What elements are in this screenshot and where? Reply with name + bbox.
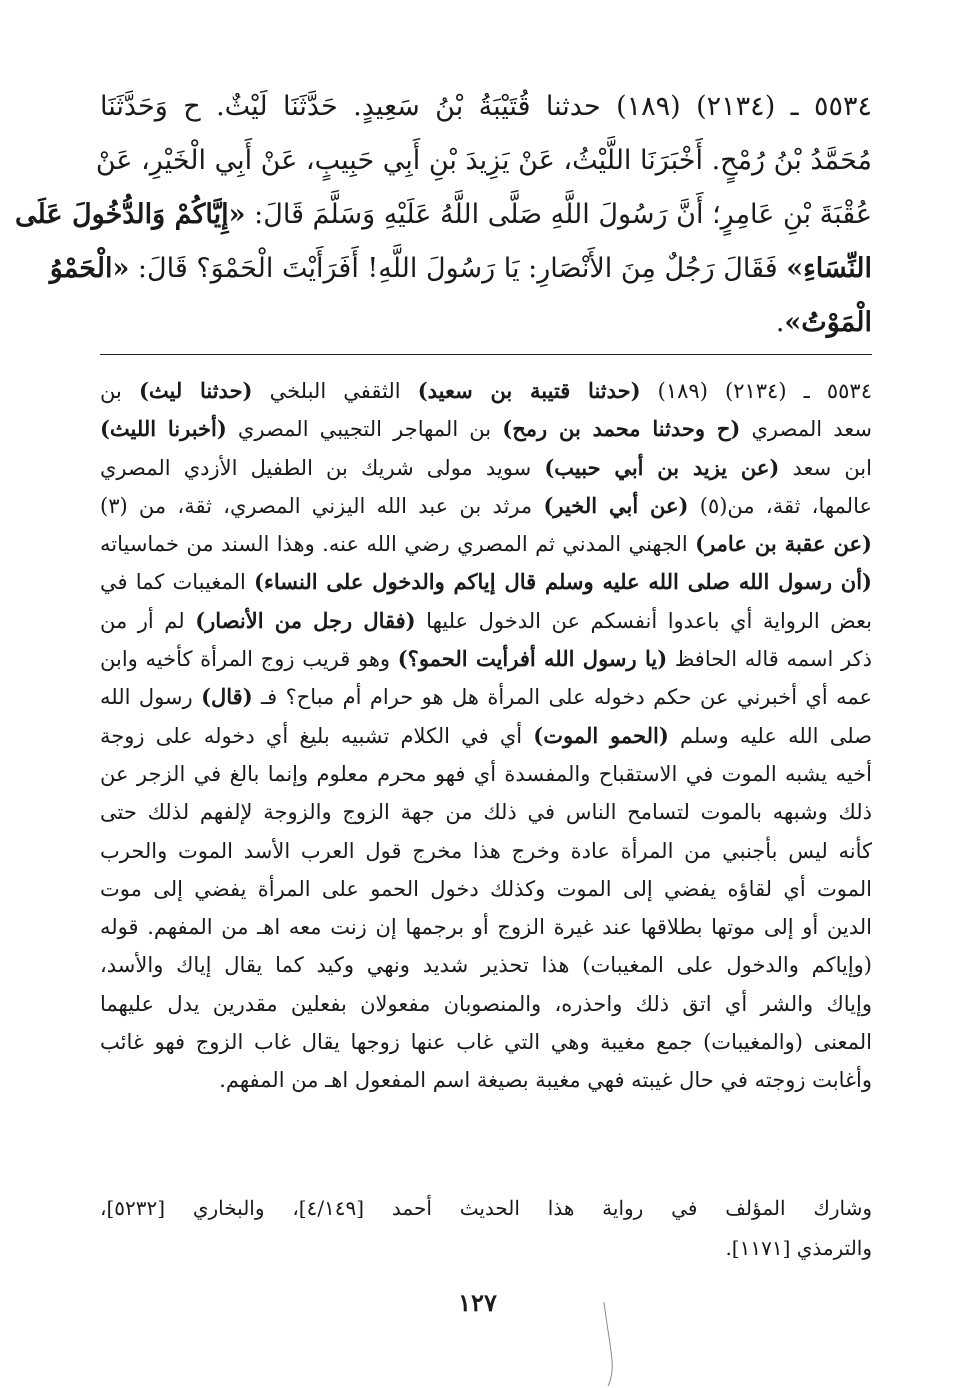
- text-line: [100, 793, 872, 831]
- text-segment: بن: [100, 379, 139, 403]
- bold-segment: (الحمو الموت): [533, 722, 669, 748]
- footnote-text: [100, 1188, 872, 1268]
- bold-segment: النِّسَاءِ»: [786, 253, 872, 284]
- bold-segment: (أخبرنا الليث): [100, 416, 227, 442]
- text-segment: وشارك المؤلف في رواية هذا الحديث أحمد [٤/١٤٩]، والبخاري [٥٢٣٢]،: [100, 1196, 872, 1220]
- text-segment: ابن سعد: [779, 455, 872, 480]
- text-segment: ذكر اسمه قاله الحافظ: [667, 647, 872, 672]
- text-segment: بن المهاجر التجيبي المصري: [226, 417, 503, 442]
- bold-segment: (يا رسول الله أفرأيت الحمو؟): [397, 646, 668, 672]
- text-line: [49, 242, 872, 296]
- text-segment: الموت أي لقاؤه يفضي إلى الموت وكذلك دخول الحمو على المرأة يفضي إلى موت: [100, 876, 872, 901]
- section-divider: [100, 354, 872, 355]
- text-segment: الدين أو إلى موتها بطلاقها عند غيرة الزوج أو برجمها إن زنت معه اهـ من المفهم. قوله: [100, 915, 872, 940]
- text-segment: وإياك والشر أي اتق ذلك واحذره، والمنصوبان مفعولان بفعلين مقدرين يدل عليهما: [100, 991, 872, 1016]
- text-segment: المغيبات كما في: [100, 570, 255, 595]
- text-segment: وهو قريب زوج المرأة كأخيه وابن: [100, 647, 398, 672]
- text-line: [100, 640, 872, 678]
- text-line: [100, 985, 872, 1023]
- bold-segment: (عن أبي الخير): [543, 492, 689, 518]
- text-line: [15, 188, 872, 242]
- text-segment: لم أر من: [100, 608, 196, 633]
- text-segment: عُقْبَةَ بْنِ عَامِرٍ؛ أَنَّ رَسُولَ اللَّهِ صَلَّى اللَّهُ عَلَيْهِ وَسَلَّمَ قَالَ:: [245, 199, 872, 230]
- text-line: [100, 525, 872, 563]
- text-segment: مرثد بن عبد الله اليزني المصري، ثقة، من (٣): [100, 493, 544, 518]
- text-segment: ٥٥٣٤ ـ (٢١٣٤) (١٨٩) حدثنا قُتَيْبَةُ بْنُ سَعِيدٍ. حَدَّثَنَا لَيْثٌ. ح وَحَدَّثَنَا: [100, 91, 873, 122]
- text-line: [100, 717, 872, 755]
- bold-segment: (حدثنا ليث): [138, 378, 253, 403]
- text-segment: عالمها، ثقة، من(٥): [688, 493, 872, 518]
- text-line: [100, 449, 872, 487]
- text-segment: فَقَالَ رَجُلٌ مِنَ الأَنْصَارِ: يَا رَسُولَ اللَّهِ! أَفَرَأَيْتَ الْحَمْوَ؟ قَالَ:: [129, 253, 787, 284]
- text-line: [100, 1228, 872, 1268]
- hadith-text: [15, 80, 873, 350]
- text-line: [100, 1188, 872, 1228]
- text-segment: رسول الله: [100, 685, 202, 710]
- text-segment: بعض الرواية أي باعدوا أنفسكم عن الدخول عليها: [415, 608, 872, 633]
- bold-segment: (فقال رجل من الأنصار): [195, 607, 416, 633]
- text-line: [95, 134, 872, 188]
- text-segment: كأنه ليس بأجنبي من المرأة عادة وخرج هذا مخرج قول العرب الأسد الموت والحرب: [100, 838, 872, 863]
- text-segment: الجهني المدني ثم المصري رضي الله عنه. وهذا السند من خماسياته: [100, 532, 696, 557]
- text-segment: المعنى (والمغيبات) جمع مغيبة وهي التي غاب عنها زوجها يقال غاب الزوج فهو غائب: [100, 1030, 872, 1055]
- bold-segment: «إِيَّاكُمْ وَالدُّخُولَ عَلَى: [15, 199, 246, 230]
- text-segment: سويد مولى شريك بن الطفيل الأزدي المصري: [100, 455, 545, 480]
- text-line: [100, 410, 872, 448]
- text-line: [100, 755, 872, 793]
- bold-segment: الْمَوْتُ»: [784, 307, 872, 338]
- text-line: [100, 1023, 872, 1061]
- text-line: [100, 1061, 872, 1099]
- text-line: [100, 908, 872, 946]
- commentary-text: [100, 372, 872, 1100]
- text-segment: عمه أي أخبرني عن حكم دخوله على المرأة هل هو حرام أم مباح؟ فـ: [252, 685, 872, 710]
- text-segment: ٥٥٣٤ ـ (٢١٣٤) (١٨٩): [640, 379, 872, 403]
- pen-mark: [596, 1300, 626, 1388]
- text-line: [100, 80, 872, 134]
- text-segment: مُحَمَّدُ بْنُ رُمْحٍ. أَخْبَرَنَا اللَّيْثُ، عَنْ يَزِيدَ بْنِ أَبِي حَبِيبٍ، عَنْ أَبِي الْخَيْرِ، عَنْ: [95, 145, 872, 176]
- text-segment: .: [775, 307, 785, 338]
- text-segment: وأغابت زوجته في حال غيبته فهي مغيبة بصيغة اسم المفعول اهـ من المفهم.: [219, 1068, 872, 1093]
- bold-segment: (ح وحدثنا محمد بن رمح): [502, 416, 741, 442]
- bold-segment: (حدثنا قتيبة بن سعيد): [417, 378, 641, 403]
- text-line: [100, 372, 872, 410]
- bold-segment: «الْحَمْوُ: [49, 253, 130, 284]
- bold-segment: (عن يزيد بن أبي حبيب): [544, 454, 780, 480]
- text-segment: الثقفي البلخي: [252, 379, 418, 403]
- text-line: [100, 946, 872, 984]
- text-line: [100, 870, 872, 908]
- text-line: [100, 563, 872, 601]
- bold-segment: (قال): [201, 684, 253, 710]
- text-segment: صلى الله عليه وسلم: [668, 723, 872, 748]
- bold-segment: (عن عقبة بن عامر): [695, 531, 872, 557]
- text-segment: أخيه يشبه الموت في الاستقباح والمفسدة أي فهو محرم معلوم وإنما بالغ في الزجر عن: [100, 761, 872, 786]
- text-line: [100, 832, 872, 870]
- text-segment: والترمذي [١١٧١].: [725, 1236, 872, 1260]
- text-line: [100, 602, 872, 640]
- text-segment: (وإياكم والدخول على المغيبات) هذا تحذير شديد ونهي وكيد كما يقال إياك والأسد،: [100, 953, 872, 978]
- text-segment: ذلك وشبهه بالموت لتسامح الناس في ذلك من جهة الزوج والزوجة لإلفهم لذلك حتى: [100, 800, 872, 825]
- text-segment: سعد المصري: [740, 417, 872, 442]
- text-line: [100, 678, 872, 716]
- bold-segment: (أن رسول الله صلى الله عليه وسلم قال إياكم والدخول على النساء): [254, 569, 872, 595]
- text-line: [100, 487, 872, 525]
- text-segment: أي في الكلام تشبيه بليغ أي دخوله على زوجة: [100, 723, 534, 748]
- text-line: [100, 296, 872, 350]
- page-number: ١٢٧: [458, 1288, 497, 1317]
